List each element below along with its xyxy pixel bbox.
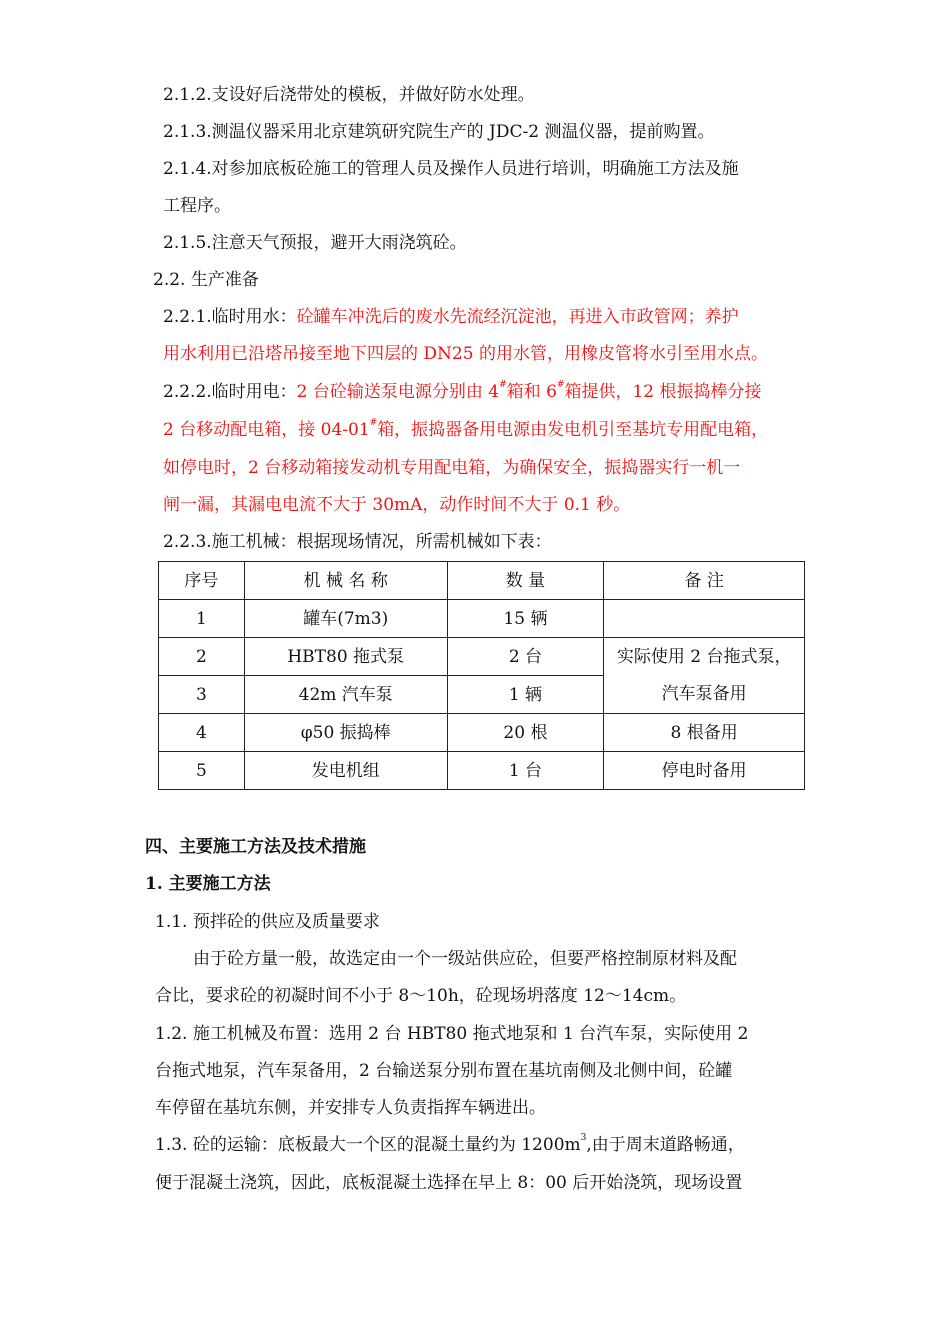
cell-no: 4 xyxy=(159,714,245,752)
merged-note-line1: 实际使用 2 台拖式泵， xyxy=(616,646,792,667)
para-2-2-2-line2 xyxy=(163,418,768,442)
para-2-1-3: 2.1.3.测温仪器采用北京建筑研究院生产的 JDC-2 测温仪器，提前购置。 xyxy=(163,122,715,142)
para-2-2-2-text-a1: 2 台砼输送泵电源分别由 4 xyxy=(296,382,500,402)
table-row xyxy=(159,714,805,752)
table-header-row xyxy=(159,562,805,600)
para-2-1-2: 2.1.2.支设好后浇带处的模板，并做好防水处理。 xyxy=(163,85,535,105)
para-1-1-line1: 由于砼方量一般，故选定由一个一级站供应砼，但要严格控制原材料及配 xyxy=(193,949,737,969)
cell-note xyxy=(604,600,805,638)
para-2-2-1-line2: 用水利用已沿塔吊接至地下四层的 DN25 的用水管，用橡皮管将水引至用水点。 xyxy=(163,344,768,364)
para-2-2-1-line1 xyxy=(163,305,739,329)
para-2-2-1-label: 2.2.1.临时用水： xyxy=(163,307,297,327)
para-2-1-5: 2.1.5.注意天气预报，避开大雨浇筑砼。 xyxy=(163,233,467,253)
para-1-3-line1 xyxy=(155,1133,745,1157)
para-2-2-2-line4: 闸一漏，其漏电电流不大于 30mA，动作时间不大于 0.1 秒。 xyxy=(163,495,631,515)
cell-note: 8 根备用 xyxy=(604,714,805,752)
cell-qty: 20 根 xyxy=(447,714,604,752)
para-2-2-2-text-b2: 箱，振捣器备用电源由发电机引至基坑专用配电箱， xyxy=(377,420,769,440)
para-2-2-2-text-a2: 箱和 6 xyxy=(506,382,557,402)
para-1-3-text-a1: 1.3. 砼的运输：底板最大一个区的混凝土量约为 1200m xyxy=(155,1135,581,1155)
cell-qty: 1 台 xyxy=(447,752,604,790)
para-1-1-line2: 合比，要求砼的初凝时间不小于 8～10h，砼现场坍落度 12～14cm。 xyxy=(155,986,687,1006)
box-mark: # xyxy=(499,380,507,390)
table-row xyxy=(159,600,805,638)
col-header-note: 备 注 xyxy=(604,562,805,600)
para-2-2-3: 2.2.3.施工机械：根据现场情况，所需机械如下表： xyxy=(163,532,552,552)
para-2-1-4-line1: 2.1.4.对参加底板砼施工的管理人员及操作人员进行培训，明确施工方法及施 xyxy=(163,159,739,179)
cell-name: φ50 振捣棒 xyxy=(244,714,447,752)
section-1-heading: 1. 主要施工方法 xyxy=(145,874,271,894)
section-4-heading: 四、主要施工方法及技术措施 xyxy=(145,837,366,857)
cubic-superscript: 3 xyxy=(580,1133,587,1143)
para-2-2-2-line1 xyxy=(163,380,762,404)
para-2-1-4-line2: 工程序。 xyxy=(163,196,231,216)
table-row xyxy=(159,638,805,676)
merged-note-line2: 汽车泵备用 xyxy=(661,683,747,704)
cell-qty: 1 辆 xyxy=(447,676,604,714)
cell-name: 发电机组 xyxy=(244,752,447,790)
para-1-2-line1: 1.2. 施工机械及布置：选用 2 台 HBT80 拖式地泵和 1 台汽车泵，实际使用 2 xyxy=(155,1024,749,1044)
para-2-2-2-text-b1: 2 台移动配电箱，接 04-01 xyxy=(163,420,370,440)
cell-no: 2 xyxy=(159,638,245,676)
heading-2-2: 2.2. 生产准备 xyxy=(153,270,259,290)
para-1-3-text-a2: ,由于周末道路畅通， xyxy=(586,1135,745,1155)
para-2-2-2-line3: 如停电时，2 台移动箱接发动机专用配电箱，为确保安全，振捣器实行一机一 xyxy=(163,458,741,478)
cell-name: 罐车(7m3) xyxy=(244,600,447,638)
cell-note: 停电时备用 xyxy=(604,752,805,790)
col-header-name: 机 械 名 称 xyxy=(244,562,447,600)
box-mark: # xyxy=(369,418,378,428)
cell-no: 1 xyxy=(159,600,245,638)
para-1-2-line2: 台拖式地泵，汽车泵备用，2 台输送泵分别布置在基坑南侧及北侧中间，砼罐 xyxy=(155,1061,733,1081)
heading-1-1: 1.1. 预拌砼的供应及质量要求 xyxy=(155,912,380,932)
para-1-3-line2: 便于混凝土浇筑，因此，底板混凝土选择在早上 8：00 后开始浇筑，现场设置 xyxy=(155,1173,743,1193)
cell-qty: 2 台 xyxy=(447,638,604,676)
table-row xyxy=(159,752,805,790)
para-2-2-1-text: 砼罐车冲洗后的废水先流经沉淀池，再进入市政管网；养护 xyxy=(296,307,739,327)
col-header-qty: 数 量 xyxy=(447,562,604,600)
cell-qty: 15 辆 xyxy=(447,600,604,638)
cell-name: HBT80 拖式泵 xyxy=(244,638,447,676)
cell-no: 3 xyxy=(159,676,245,714)
cell-note-merged xyxy=(604,638,805,714)
para-2-2-2-text-a3: 箱提供，12 根振捣棒分接 xyxy=(564,382,762,402)
cell-name: 42m 汽车泵 xyxy=(244,676,447,714)
para-1-2-line3: 车停留在基坑东侧，并安排专人负责指挥车辆进出。 xyxy=(155,1098,546,1118)
machinery-table xyxy=(158,561,805,790)
cell-no: 5 xyxy=(159,752,245,790)
para-2-2-2-label: 2.2.2.临时用电： xyxy=(163,382,297,402)
box-mark: # xyxy=(556,380,565,390)
col-header-no: 序号 xyxy=(159,562,245,600)
